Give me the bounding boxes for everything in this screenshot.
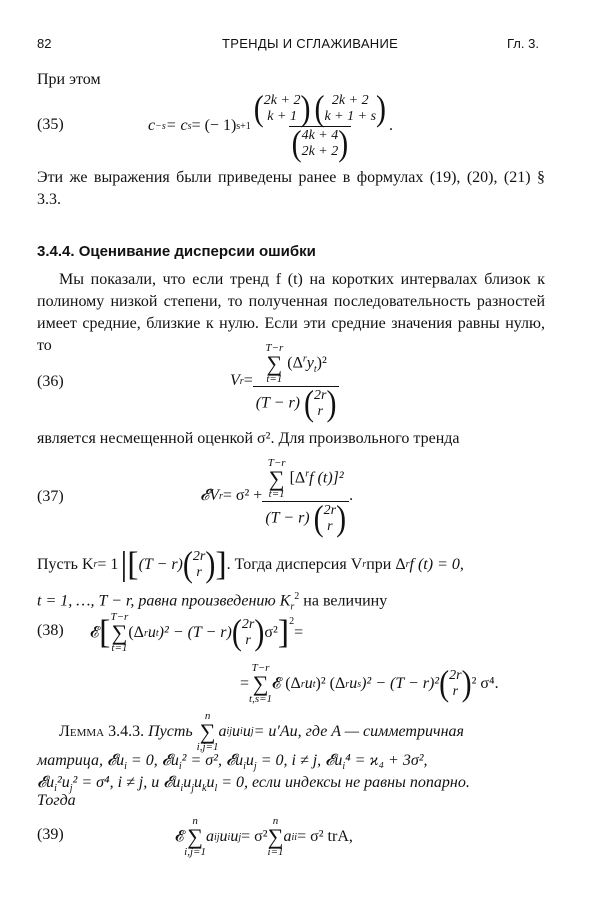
paragraph-1: Мы показали, что если тренд f (t) на коротких интервалах близок к полиному низкой степени, то полученная последовательность разностей имеет средние, близкие к нулю. Если эти средние значения равны нулю, то — [37, 271, 545, 354]
paragraph-2: является несмещенной оценкой σ². Для произвольного тренда — [37, 430, 460, 447]
chapter-label: Гл. 3. — [507, 36, 539, 51]
equation-38-line-1: 𝓔 [ T−r ∑ t=1 (Δ r u t )² − (T − r) ( 2r r ) σ² ] $^2$ = — [90, 611, 304, 654]
section-heading: 3.4.4. Оценивание дисперсии ошибки — [37, 243, 316, 260]
paragraph-4: t = 1, …, T − r, равна произведению $K_r^2$ на величину — [37, 591, 388, 613]
equation-number-38: (38) — [37, 622, 64, 639]
equation-number-39: (39) — [37, 826, 64, 843]
equation-39: 𝓔 n ∑ i,j=1 a ij u i u j = σ² n ∑ i=1 a ii = σ² trA, — [175, 815, 353, 858]
equation-38-line-2: = T−r ∑ t,s=1 𝓔 (Δ r u t )² (Δ r u s )² − (T − r)² ( 2r r ) ² σ⁴. — [240, 662, 499, 705]
lemma-line-3: $𝓔u_i^2u_j^2 = \sigma^4$, i ≠ j, и $𝓔u_iu_ju_ku_l = 0$, если индексы не равны попарно. — [37, 774, 470, 795]
equation-37: 𝓔V r = σ² + T−r ∑ t=1 [$\Delta^rf$ (t)]² (T − r) ( 2r r ) . — [200, 456, 354, 538]
equation-number-36: (36) — [37, 373, 64, 390]
page-number: 82 — [37, 36, 52, 51]
equation-number-37: (37) — [37, 488, 64, 505]
lemma-line-1: Лемма 3.4.3. Пусть n ∑ i,j=1 a ij u i u j = u′Au, где A — симметричная — [59, 710, 464, 753]
equation-36: V r = T−r ∑ t=1 $(\Delta^ry_t)^2$ (T − r) ( 2r r ) — [230, 340, 339, 422]
lemma-line-2: матрица, 𝓔u$_i$ = 0, 𝓔u$_i$² = σ², $𝓔u_iu_j = 0$, i ≠ j, 𝓔u$_i$⁴ = ϰ₄ + 3σ², — [37, 752, 428, 773]
paragraph-after-35: Эти же выражения были приведены ранее в формулах (19), (20), (21) § 3.3. — [37, 169, 545, 208]
paragraph-3: Пусть K r = 1 |[ (T − r) ( 2r r ) ] . Тогда дисперсия V r при Δ r f (t) = 0, — [37, 544, 464, 585]
lemma-line-4: Тогда — [37, 792, 76, 809]
running-title: ТРЕНДЫ И СГЛАЖИВАНИЕ — [222, 36, 399, 51]
intro-text: При этом — [37, 71, 101, 88]
equation-number-35: (35) — [37, 116, 64, 133]
equation-35: c −s = c s = (− 1) s+1 ( 2k + 2 k + 1 ) ( 2k + 2 k + 1 + s ) ( 4k + 4 2k + 2 ) . — [148, 88, 394, 163]
